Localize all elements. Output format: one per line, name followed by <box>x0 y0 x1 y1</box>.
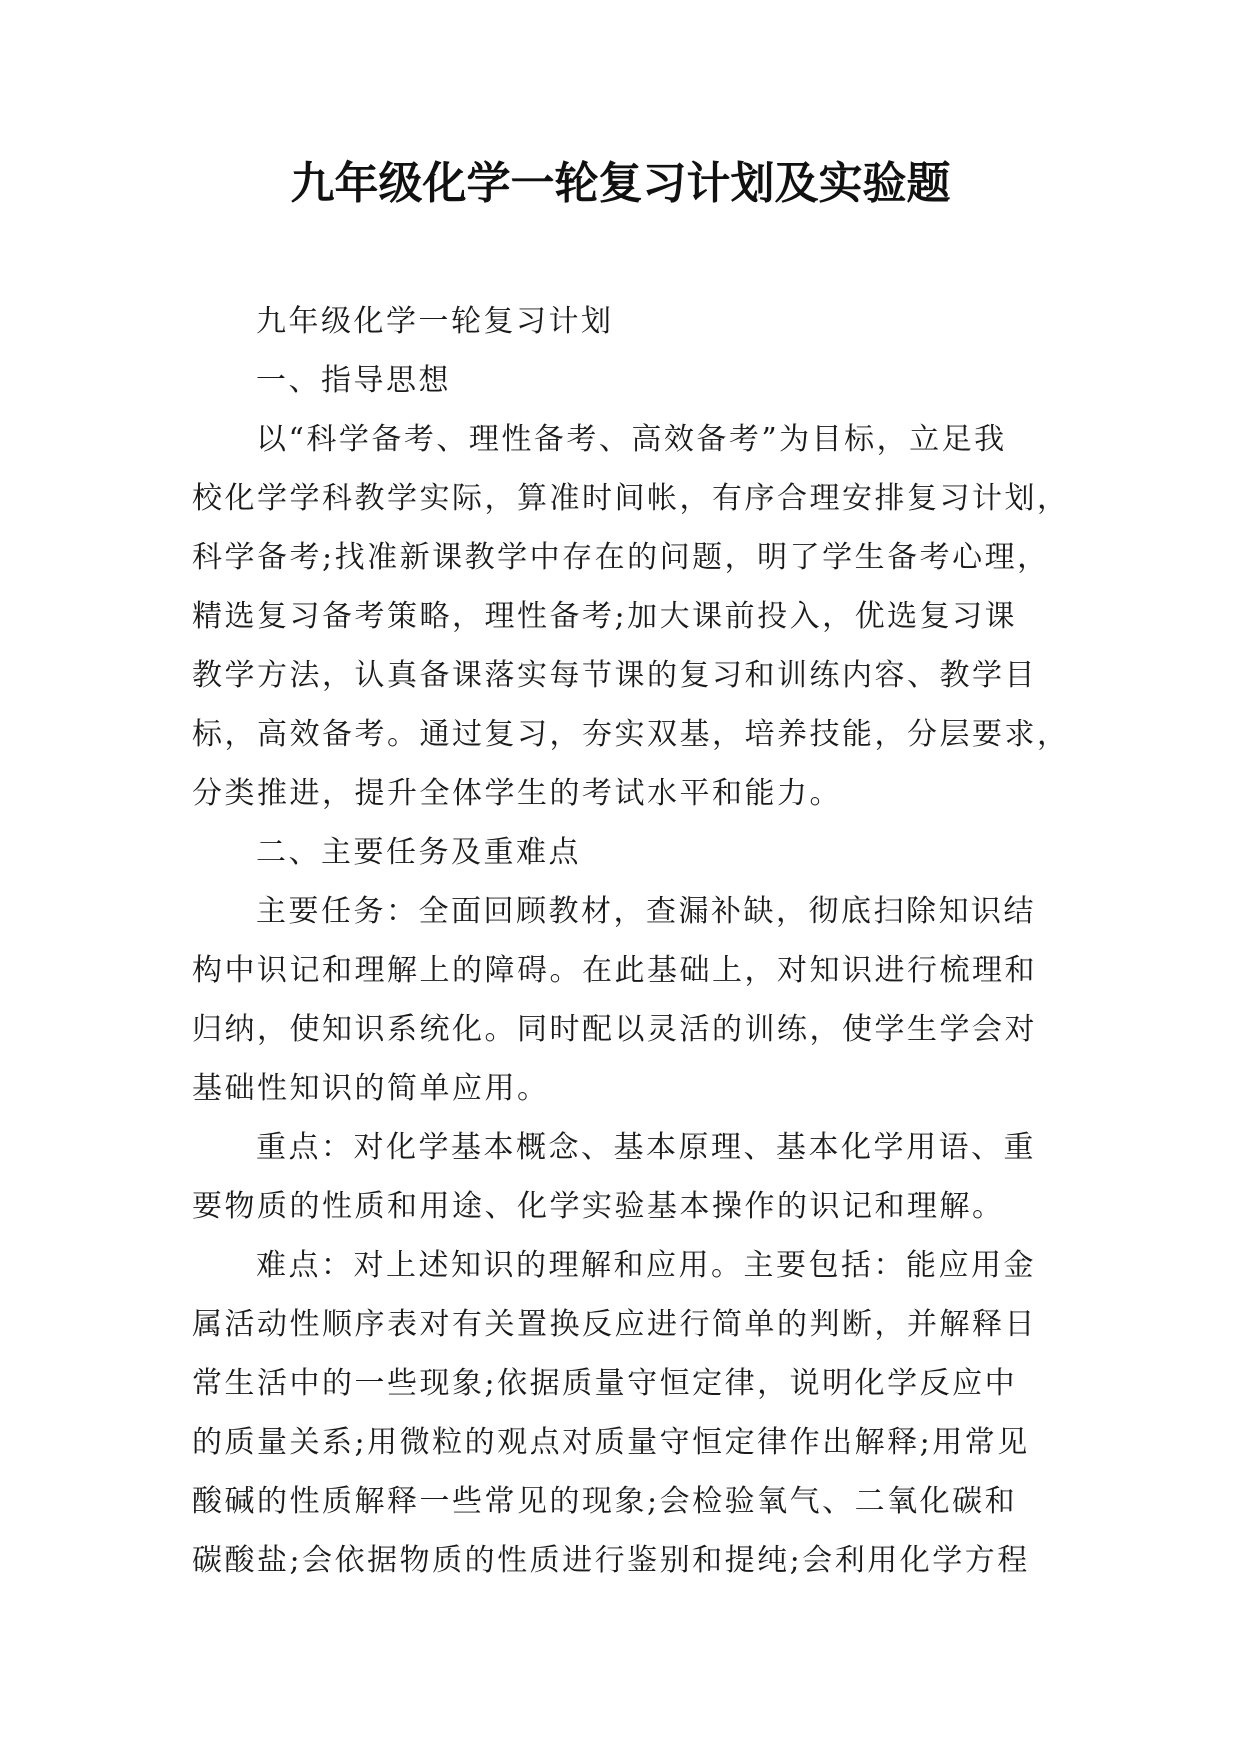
section-heading-guiding-thought: 一、指导思想 <box>256 363 451 398</box>
paragraph-line: 属活动性顺序表对有关置换反应进行简单的判断，并解释日 <box>192 1307 1037 1342</box>
paragraph-line: 碳酸盐;会依据物质的性质进行鉴别和提纯;会利用化学方程 <box>192 1543 1030 1578</box>
paragraph-line: 以“科学备考、理性备考、高效备考”为目标，立足我 <box>256 422 1007 457</box>
paragraph-line: 要物质的性质和用途、化学实验基本操作的识记和理解。 <box>192 1189 1005 1224</box>
paragraph-line: 精选复习备考策略，理性备考;加大课前投入，优选复习课 <box>192 599 1018 634</box>
paragraph-line: 主要任务：全面回顾教材，查漏补缺，彻底扫除知识结 <box>256 894 1036 929</box>
paragraph-line: 酸碱的性质解释一些常见的现象;会检验氧气、二氧化碳和 <box>192 1484 1018 1519</box>
paragraph-line: 分类推进，提升全体学生的考试水平和能力。 <box>192 776 842 811</box>
paragraph-line: 的质量关系;用微粒的观点对质量守恒定律作出解释;用常见 <box>192 1425 1030 1460</box>
paragraph-line: 难点：对上述知识的理解和应用。主要包括：能应用金 <box>256 1248 1036 1283</box>
paragraph-line: 标，高效备考。通过复习，夯实双基，培养技能，分层要求， <box>192 717 1070 752</box>
paragraph-line: 常生活中的一些现象;依据质量守恒定律，说明化学反应中 <box>192 1366 1018 1401</box>
paragraph-line: 基础性知识的简单应用。 <box>192 1071 550 1106</box>
paragraph-line: 重点：对化学基本概念、基本原理、基本化学用语、重 <box>256 1130 1036 1165</box>
paragraph-line: 构中识记和理解上的障碍。在此基础上，对知识进行梳理和 <box>192 953 1037 988</box>
document-body <box>192 292 1070 1590</box>
paragraph-line: 归纳，使知识系统化。同时配以灵活的训练，使学生学会对 <box>192 1012 1037 1047</box>
section-heading-main-tasks: 二、主要任务及重难点 <box>256 835 581 870</box>
paragraph-line: 教学方法，认真备课落实每节课的复习和训练内容、教学目 <box>192 658 1037 693</box>
plan-heading: 九年级化学一轮复习计划 <box>256 304 614 339</box>
paragraph-line: 校化学学科教学实际，算准时间帐，有序合理安排复习计划， <box>192 481 1070 516</box>
paragraph-line: 科学备考;找准新课教学中存在的问题，明了学生备考心理， <box>192 540 1050 575</box>
document-title: 九年级化学一轮复习计划及实验题 <box>290 158 951 209</box>
